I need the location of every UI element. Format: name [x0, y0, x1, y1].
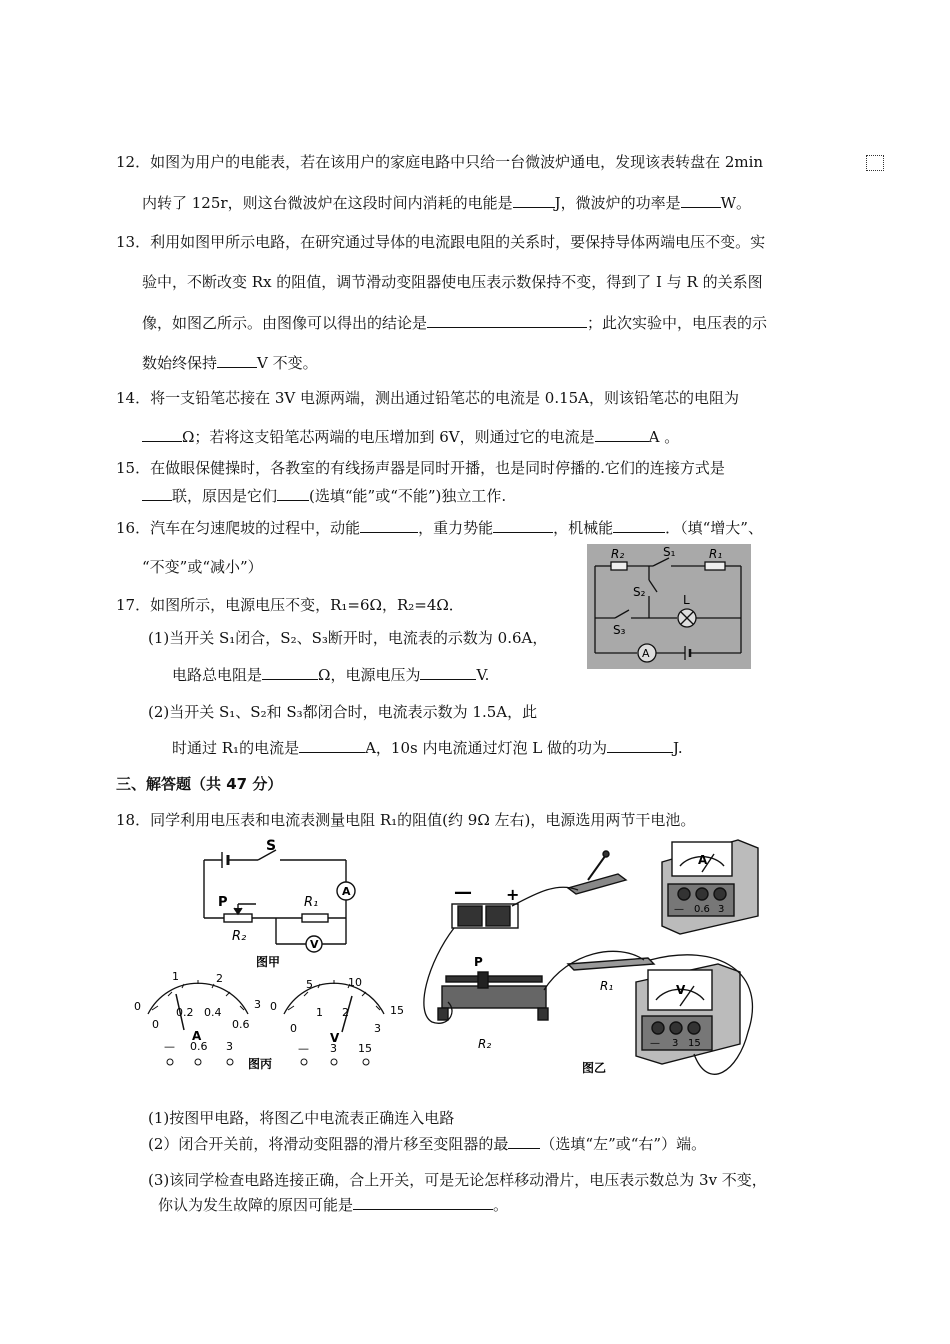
yi-voltmeter-terminal-neg: —: [650, 1038, 660, 1049]
voltmeter-terminal-3: 3: [330, 1042, 337, 1055]
q18-sub2: [148, 1134, 706, 1154]
answer-blank[interactable]: [681, 193, 721, 208]
yi-r2-label: R₂: [478, 1037, 492, 1051]
q18-sub3-text-b: 。: [493, 1196, 509, 1214]
q18-fig-bing: [128, 970, 404, 1076]
ammeter-dial-bot-0: 0: [152, 1018, 159, 1031]
q13-text-b: ；此次实验中，电压表的示: [587, 314, 768, 332]
yi-battery-plus: +: [506, 885, 520, 904]
q18-fig-yi: [418, 832, 774, 1090]
answer-blank[interactable]: [353, 1195, 493, 1210]
yi-battery-minus: —: [454, 882, 472, 903]
voltmeter-dial-bot-1: 1: [316, 1006, 323, 1019]
voltmeter-terminal-15: 15: [358, 1042, 372, 1055]
answer-blank[interactable]: [427, 313, 587, 328]
ammeter-dial-top-3: 3: [254, 998, 261, 1011]
q17-text-b: Ω，电源电压为: [318, 666, 421, 684]
q14-line2: [142, 427, 679, 447]
q18-sub3-text-a: 你认为发生故障的原因可能是: [158, 1196, 354, 1214]
answer-blank[interactable]: [595, 427, 649, 442]
voltmeter-dial-bot-2: 2: [342, 1006, 349, 1019]
jia-ammeter-label: A: [342, 885, 351, 898]
answer-blank[interactable]: [420, 665, 476, 680]
q18-line1: 18．同学利用电压表和电流表测量电阻 R₁的阻值(约 9Ω 左右)，电源选用两节干电池。: [116, 811, 696, 829]
answer-blank[interactable]: [513, 193, 555, 208]
voltmeter-dial-bot-0: 0: [290, 1022, 297, 1035]
jia-voltmeter-label: V: [310, 938, 319, 951]
answer-blank[interactable]: [613, 518, 665, 533]
q13-line1: 13．利用如图甲所示电路，在研究通过导体的电流跟电阻的关系时，要保持导体两端电压不变。实: [116, 233, 766, 251]
q17-fig-ammeter-label: A: [642, 647, 650, 660]
q15-text-a: 联，原因是它们: [172, 487, 278, 505]
jia-s-label: S: [266, 838, 277, 854]
ammeter-dial-bot-2: 0.4: [204, 1006, 222, 1019]
answer-blank[interactable]: [607, 738, 673, 753]
bing-caption: 图丙: [248, 1057, 273, 1071]
voltmeter-dial-top-10: 10: [348, 976, 362, 989]
answer-blank[interactable]: [493, 518, 553, 533]
q13-line2: 验中，不断改变 Rx 的阻值，调节滑动变阻器使电压表示数保持不变，得到了 I 与 R 的关系图: [142, 273, 763, 291]
yi-caption: 图乙: [582, 1061, 607, 1075]
voltmeter-dial-top-0: 0: [270, 1000, 277, 1013]
yi-ammeter-letter: A: [698, 853, 708, 867]
q16-line1: [116, 518, 763, 538]
q15-line1: 15．在做眼保健操时，各教室的有线扬声器是同时开播，也是同时停播的.它们的连接方式是: [116, 459, 725, 477]
q18-sub1: (1)按图甲电路，将图乙中电流表正确连入电路: [148, 1109, 455, 1127]
yi-r1-label: R₁: [600, 979, 614, 993]
answer-blank[interactable]: [217, 353, 257, 368]
ammeter-terminal-0.6: 0.6: [190, 1040, 208, 1053]
q14-line1: 14．将一支铅笔芯接在 3V 电源两端，测出通过铅笔芯的电流是 0.15A，则该铅笔芯的电阻为: [116, 389, 740, 407]
ammeter-terminal-3: 3: [226, 1040, 233, 1053]
answer-blank[interactable]: [277, 486, 309, 501]
ammeter-dial-top-1: 1: [172, 970, 179, 983]
answer-blank[interactable]: [142, 486, 172, 501]
yi-p-label: P: [474, 955, 483, 969]
yi-ammeter-terminal-neg: —: [674, 904, 684, 915]
voltmeter-dial-bot-3: 3: [374, 1022, 381, 1035]
ammeter-dial-bot-3: 0.6: [232, 1018, 250, 1031]
q17-fig-r2-label: R₂: [611, 547, 625, 561]
yi-ammeter-terminal-0.6: 0.6: [694, 904, 710, 915]
answer-blank[interactable]: [142, 427, 182, 442]
q15-text-b: (选填“能”或“不能”)独立工作.: [309, 487, 507, 505]
voltmeter-dial-top-15: 15: [390, 1004, 404, 1017]
q16-text-b: ，重力势能: [418, 519, 494, 537]
q17-text-f: J.: [672, 739, 683, 757]
q17-text-d: 时通过 R₁的电流是: [172, 739, 300, 757]
answer-blank[interactable]: [299, 738, 365, 753]
answer-blank[interactable]: [262, 665, 318, 680]
answer-blank[interactable]: [360, 518, 418, 533]
q17-line5: [172, 738, 683, 758]
corner-box: [866, 155, 884, 171]
q16-text-d: ．（填“增大”、: [665, 519, 763, 537]
ammeter-dial-top-0: 0: [134, 1000, 141, 1013]
q13-text-d: V 不变。: [257, 354, 318, 372]
q18-sub2-text-a: (2）闭合开关前，将滑动变阻器的滑片移至变阻器的最: [148, 1135, 509, 1153]
q14-text-b: A 。: [648, 428, 680, 446]
ammeter-dial-top-2: 2: [216, 972, 223, 985]
q13-text-c: 数始终保持: [142, 354, 218, 372]
yi-voltmeter-letter: V: [676, 983, 686, 997]
q17-text-e: A，10s 内电流通过灯泡 L 做的功为: [365, 739, 607, 757]
q13-line3: [142, 313, 767, 333]
q16-line2: “不变”或“减小”）: [142, 558, 263, 576]
q13-text-a: 像，如图乙所示。由图像可以得出的结论是: [142, 314, 428, 332]
yi-voltmeter-terminal-15: 15: [688, 1038, 701, 1049]
q14-text-a: Ω；若将这支铅笔芯两端的电压增加到 6V，则通过它的电流是: [182, 428, 595, 446]
q17-line3: [172, 665, 489, 685]
voltmeter-terminal-neg: —: [298, 1042, 309, 1055]
q12-text-c: W。: [720, 194, 752, 212]
q17-line2: (1)当开关 S₁闭合，S₂、S₃断开时，电流表的示数为 0.6A，: [148, 629, 548, 647]
q18-sub3-line1: (3)该同学检查电路连接正确，合上开关，可是无论怎样移动滑片，电压表示数总为 3v 不变，: [148, 1171, 767, 1189]
q17-line1: 17．如图所示，电源电压不变，R₁=6Ω，R₂=4Ω．: [116, 596, 464, 614]
q17-text-c: V.: [476, 666, 490, 684]
yi-voltmeter-terminal-3: 3: [672, 1038, 679, 1049]
ammeter-terminal-neg: —: [164, 1040, 175, 1053]
ammeter-dial-bot-1: 0.2: [176, 1006, 194, 1019]
section-heading: 三、解答题（共 47 分）: [116, 775, 283, 793]
q18-sub2-text-b: （选填“左”或“右”）端。: [540, 1135, 707, 1153]
q13-line4: [142, 353, 318, 373]
q17-text-a: 电路总电阻是: [172, 666, 263, 684]
q12-text-b: J，微波炉的功率是: [554, 194, 681, 212]
q17-fig-s1-label: S₁: [663, 545, 676, 559]
q16-text-c: ，机械能: [553, 519, 614, 537]
q16-text-a: 16．汽车在匀速爬坡的过程中，动能: [116, 519, 361, 537]
answer-blank[interactable]: [508, 1134, 540, 1149]
yi-ammeter-terminal-3: 3: [718, 904, 725, 915]
q12-line2: [142, 193, 751, 213]
jia-r1-label: R₁: [304, 895, 319, 910]
q12-line1: 12．如图为用户的电能表，若在该用户的家庭电路中只给一台微波炉通电，发现该表转盘在 2min: [116, 153, 764, 171]
q17-fig-lamp-label: L: [683, 593, 690, 607]
q17-circuit-figure: [587, 544, 751, 669]
jia-r2-label: R₂: [232, 929, 247, 944]
q18-fig-jia: [196, 838, 361, 970]
jia-caption: 图甲: [256, 955, 281, 969]
q12-text-a: 内转了 125r，则这台微波炉在这段时间内消耗的电能是: [142, 194, 513, 212]
q18-sub3-line2: [158, 1195, 508, 1215]
jia-p-label: P: [218, 895, 228, 910]
ammeter-dial-letter: A: [192, 1029, 202, 1043]
q17-fig-r1-label: R₁: [709, 547, 723, 561]
voltmeter-dial-letter: V: [330, 1031, 340, 1045]
q15-line2: [142, 486, 506, 506]
q17-fig-s3-label: S₃: [613, 623, 626, 637]
q17-line4: (2)当开关 S₁、S₂和 S₃都闭合时，电流表示数为 1.5A，此: [148, 703, 538, 721]
q17-fig-s2-label: S₂: [633, 585, 646, 599]
voltmeter-dial-top-5: 5: [306, 978, 313, 991]
